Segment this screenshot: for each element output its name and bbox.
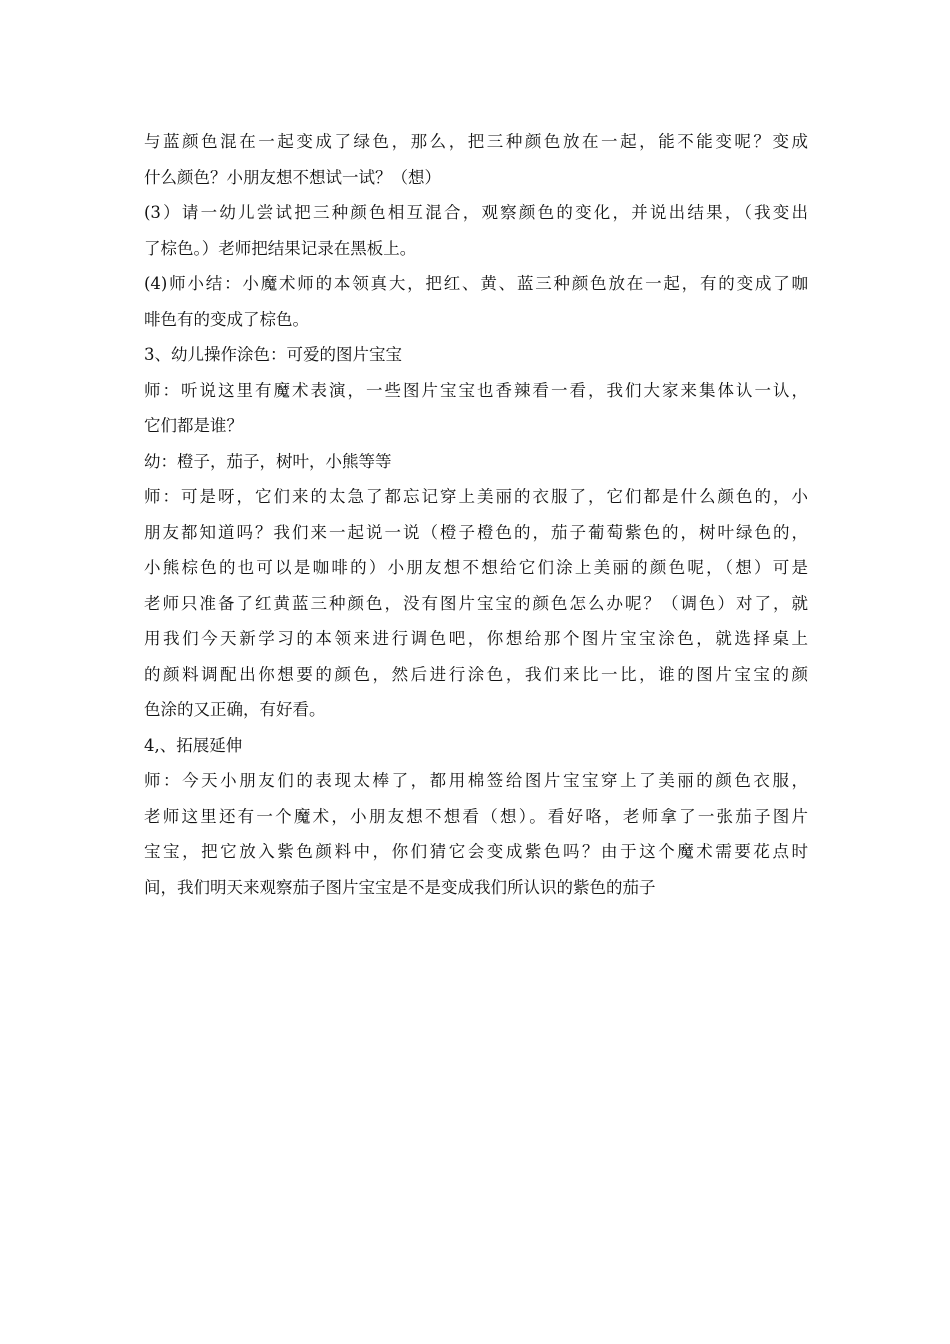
section-heading-3: 3、幼儿操作涂色：可爱的图片宝宝 bbox=[144, 345, 402, 364]
text-line-2: 什么颜色？小朋友想不想试一试？（想） bbox=[144, 167, 441, 187]
text-line-15: 用我们今天新学习的本领来进行调色吧，你想给那个图片宝宝涂色，就选择桌上 bbox=[144, 629, 808, 648]
text-line-3: (3）请一幼儿尝试把三种颜色相互混合，观察颜色的变化，并说出结果，（我变出 bbox=[144, 203, 808, 222]
text-line-8: 师：听说这里有魔术表演，一些图片宝宝也香辣看一看，我们大家来集体认一认， bbox=[144, 380, 808, 400]
text-line-6: 啡色有的变成了棕色。 bbox=[144, 309, 309, 329]
text-line-13: 小熊棕色的也可以是咖啡的）小朋友想不想给它们涂上美丽的颜色呢，（想）可是 bbox=[144, 558, 808, 577]
text-line-17: 色涂的又正确，有好看。 bbox=[144, 700, 326, 719]
text-line-4: 了棕色。）老师把结果记录在黑板上。 bbox=[144, 238, 417, 258]
text-line-1: 与蓝颜色混在一起变成了绿色，那么，把三种颜色放在一起，能不能变呢？变成 bbox=[144, 132, 808, 151]
text-line-9: 它们都是谁？ bbox=[144, 416, 243, 435]
text-line-19: 师：今天小朋友们的表现太棒了，都用棉签给图片宝宝穿上了美丽的颜色衣服， bbox=[144, 771, 808, 790]
section-heading-4: 4,、拓展延伸 bbox=[144, 735, 243, 755]
text-line-12: 朋友都知道吗？我们来一起说一说（橙子橙色的，茄子葡萄紫色的，树叶绿色的， bbox=[144, 522, 808, 542]
text-line-14: 老师只准备了红黄蓝三种颜色，没有图片宝宝的颜色怎么办呢？（调色）对了，就 bbox=[144, 593, 808, 613]
text-line-21: 宝宝，把它放入紫色颜料中，你们猜它会变成紫色吗？由于这个魔术需要花点时 bbox=[144, 842, 808, 861]
text-line-22: 间，我们明天来观察茄子图片宝宝是不是变成我们所认识的紫色的茄子 bbox=[144, 877, 656, 897]
text-line-10: 幼：橙子，茄子，树叶，小熊等等 bbox=[144, 451, 392, 471]
text-line-20: 老师这里还有一个魔术，小朋友想不想看（想）。看好咯，老师拿了一张茄子图片 bbox=[144, 806, 808, 826]
document-body bbox=[144, 124, 808, 905]
text-line-11: 师：可是呀，它们来的太急了都忘记穿上美丽的衣服了，它们都是什么颜色的，小 bbox=[144, 487, 808, 506]
text-line-5: (4)师小结：小魔术师的本领真大，把红、黄、蓝三种颜色放在一起，有的变成了咖 bbox=[144, 274, 808, 293]
text-line-16: 的颜料调配出你想要的颜色，然后进行涂色，我们来比一比，谁的图片宝宝的颜 bbox=[144, 664, 808, 684]
